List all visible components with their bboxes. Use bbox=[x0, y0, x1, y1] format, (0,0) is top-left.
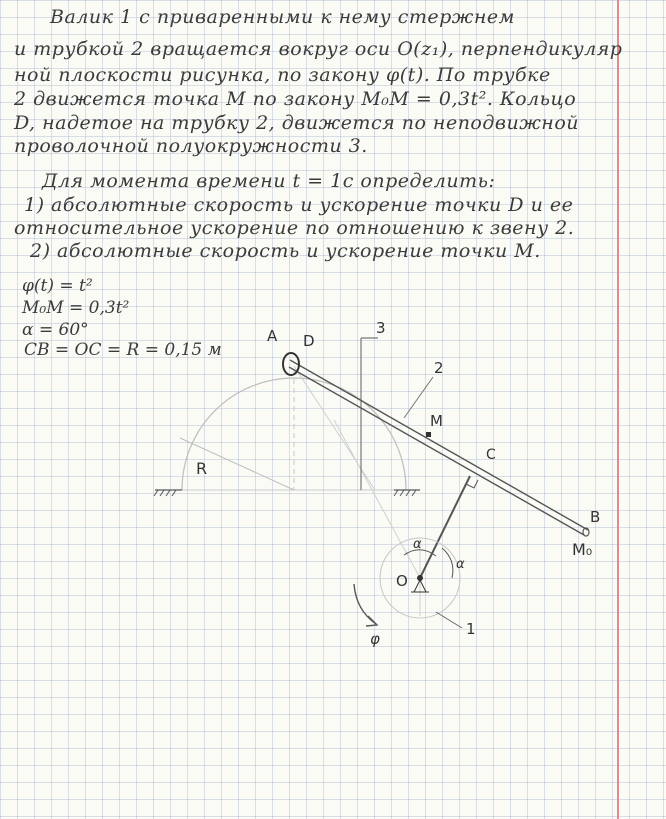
task-line-1: Для момента времени t = 1c определить: bbox=[42, 170, 496, 192]
given-phi: φ(t) = t² bbox=[22, 276, 93, 296]
point-m bbox=[426, 432, 431, 437]
tube-2 bbox=[289, 360, 589, 536]
label-2: 2 bbox=[434, 359, 444, 377]
label-d: D bbox=[303, 332, 315, 350]
label-c: C bbox=[486, 447, 496, 463]
label-r: R bbox=[196, 459, 208, 478]
problem-line-2: и трубкой 2 вращается вокруг оси O(z₁), перпендикуляр bbox=[14, 38, 623, 60]
problem-line-6: проволочной полуокружности 3. bbox=[14, 135, 368, 157]
label-1: 1 bbox=[466, 620, 476, 638]
given-radius: CB = OC = R = 0,15 м bbox=[24, 340, 222, 360]
problem-line-1: Валик 1 с приваренными к нему стержнем bbox=[50, 6, 515, 28]
construction-line-do bbox=[334, 420, 420, 578]
problem-line-5: D, надетое на трубку 2, движется по неподвижной bbox=[14, 112, 579, 134]
ground-support-right bbox=[394, 490, 420, 496]
label-3: 3 bbox=[376, 319, 386, 337]
ground-support-left bbox=[154, 490, 182, 496]
task-line-3: относительное ускорение по отношению к звену 2. bbox=[14, 217, 575, 239]
problem-line-4: 2 движется точка M по закону M₀M = 0,3t². Кольцо bbox=[14, 88, 577, 110]
label-2-leader bbox=[404, 377, 433, 418]
label-phi: φ bbox=[370, 630, 380, 648]
label-b: B bbox=[590, 508, 601, 526]
task-line-2: 1) абсолютные скорость и ускорение точки D и ее bbox=[24, 194, 574, 216]
rotation-arrow-phi bbox=[354, 584, 376, 624]
label-a: A bbox=[267, 327, 278, 345]
label-o: O bbox=[396, 572, 408, 590]
label-m: M bbox=[430, 412, 443, 430]
given-m0m: M₀M = 0,3t² bbox=[22, 298, 130, 318]
label-alpha-2: α bbox=[456, 557, 465, 572]
problem-line-3: ной плоскости рисунка, по закону φ(t). По трубке bbox=[14, 64, 551, 86]
label-m0: M₀ bbox=[572, 540, 593, 559]
task-line-4: 2) абсолютные скорость и ускорение точки M. bbox=[30, 240, 541, 262]
label-alpha-1: α bbox=[413, 537, 422, 552]
label-1-leader bbox=[436, 612, 462, 628]
given-alpha: α = 60° bbox=[22, 320, 89, 340]
